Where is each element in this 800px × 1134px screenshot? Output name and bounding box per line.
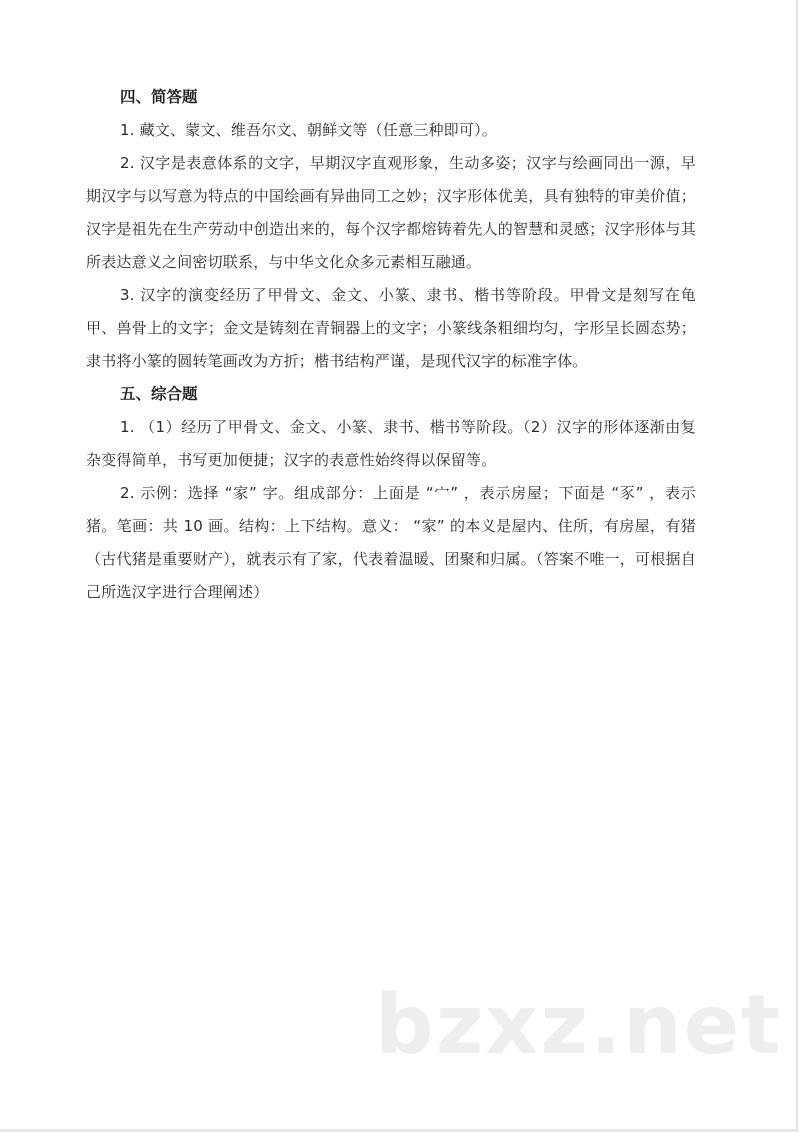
watermark: bzxz.net bbox=[375, 978, 783, 1073]
answer-paragraph-3: 3. 汉字的演变经历了甲骨文、金文、小篆、隶书、楷书等阶段。甲骨文是刻写在龟甲、兽骨上的文字；金文是铸刻在青铜器上的文字；小篆线条粗细均匀，字形呈长圆态势；隶书将小篆的圆转笔画改为方折；楷书结构严谨，是现代汉字的标准字体。 bbox=[86, 286, 696, 370]
answer-paragraph-4: 1. （1）经历了甲骨文、金文、小篆、隶书、楷书等阶段。（2）汉字的形体逐渐由复杂变得简单，书写更加便捷；汉字的表意性始终得以保留等。 bbox=[86, 418, 696, 469]
document-content bbox=[86, 81, 696, 609]
answer-paragraph-1: 1. 藏文、蒙文、维吾尔文、朝鲜文等（任意三种即可）。 bbox=[120, 121, 497, 139]
section-heading-short-answer: 四、简答题 bbox=[120, 88, 198, 106]
answer-paragraph-5: 2. 示例：选择 “家” 字。组成部分：上面是 “宀” ，表示房屋；下面是 “豕” ，表示猪。笔画：共 10 画。结构：上下结构。意义： “家” 的本义是屋内、住所，有房屋，有猪（古代猪是重要财产），就表示有了家，代表着温暖、团聚和归属。（答案不唯一，可根据自己所选汉字进行合理阐述） bbox=[86, 484, 696, 601]
section-heading-comprehensive: 五、综合题 bbox=[120, 385, 198, 403]
answer-paragraph-2: 2. 汉字是表意体系的文字，早期汉字直观形象，生动多姿；汉字与绘画同出一源，早期汉字与以写意为特点的中国绘画有异曲同工之妙；汉字形体优美，具有独特的审美价值；汉字是祖先在生产劳动中创造出来的，每个汉字都熔铸着先人的智慧和灵感；汉字形体与其所表达意义之间密切联系，与中华文化众多元素相互融通。 bbox=[86, 154, 696, 271]
